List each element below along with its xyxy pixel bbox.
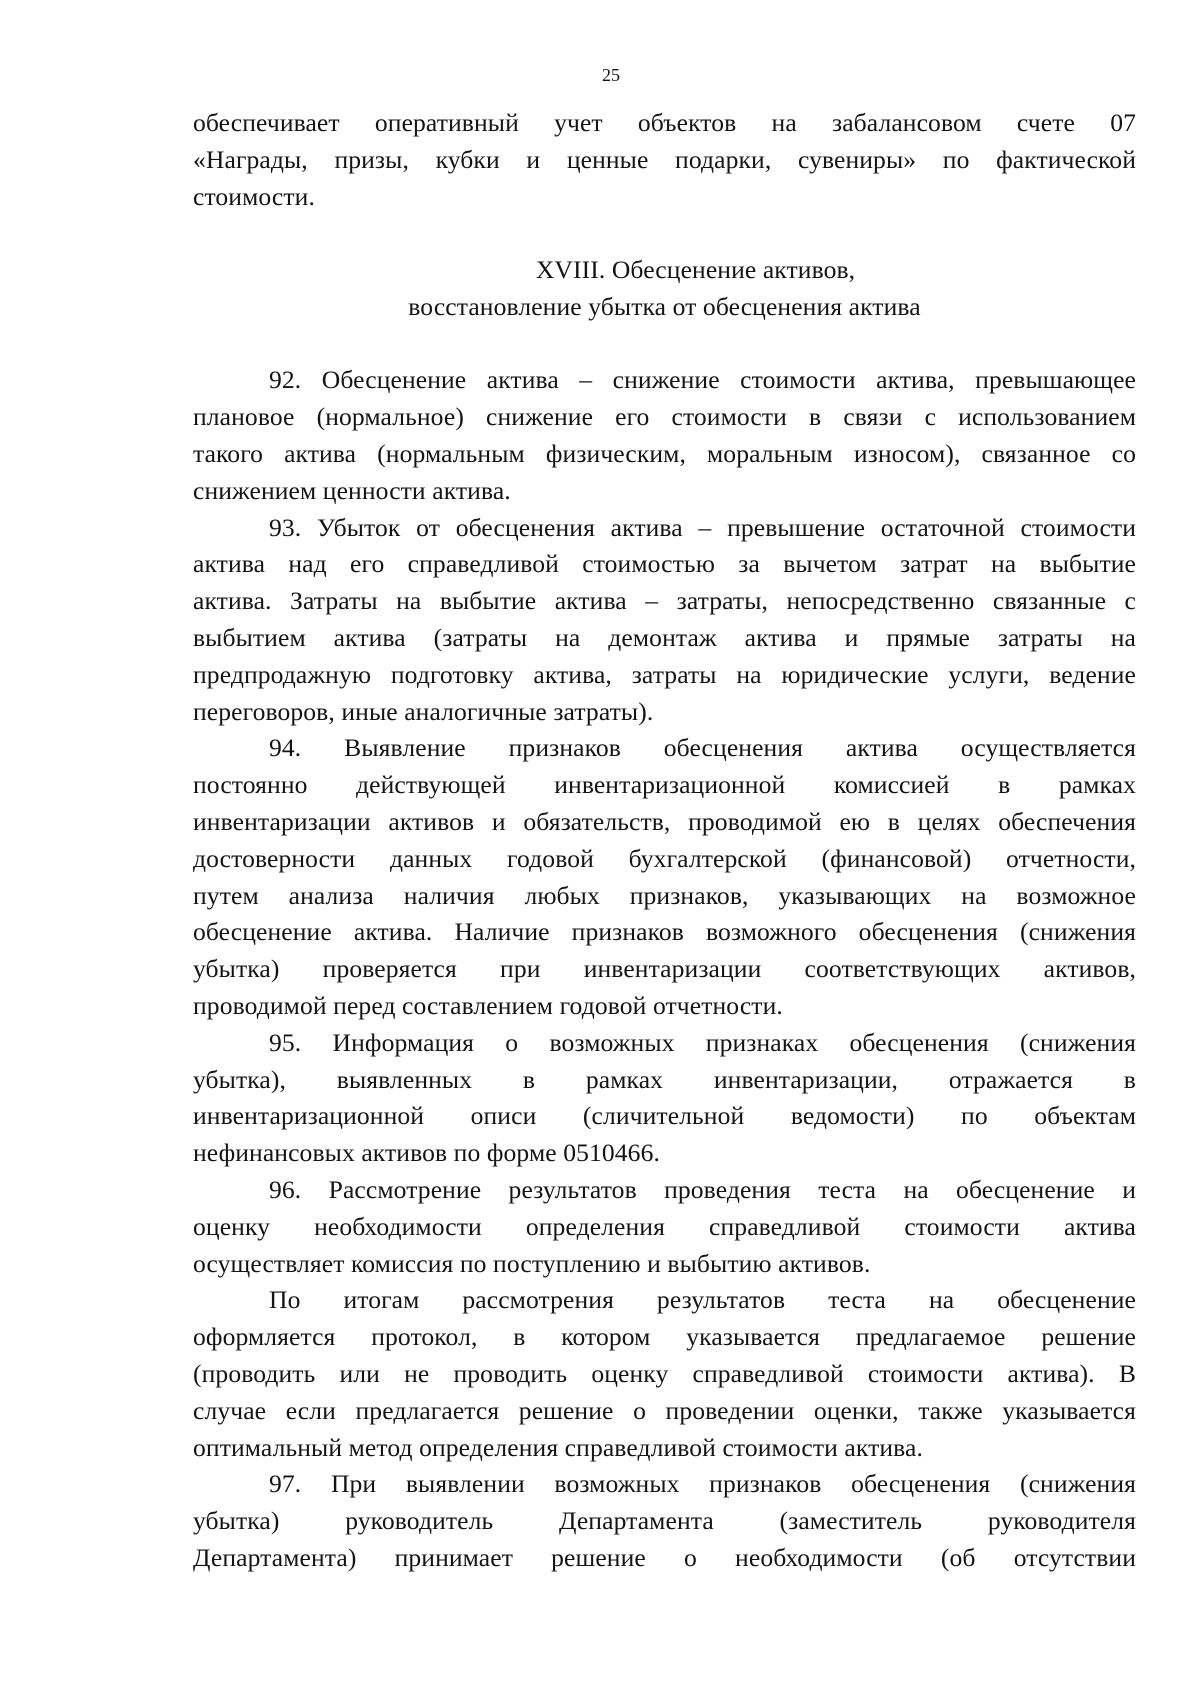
text-line: нефинансовых активов по форме 0510466.: [193, 1138, 660, 1168]
paragraph-96-continuation: [193, 1282, 1136, 1466]
document-body: [193, 105, 1136, 1577]
text-line: постоянно действующей инвентаризационной комиссией в рамках: [193, 770, 1136, 800]
text-line: 96. Рассмотрение результатов проведения теста на обесценение и: [269, 1174, 1136, 1204]
text-line: стоимости.: [193, 181, 315, 211]
section-subtitle: восстановление убытка от обесценения актива: [408, 291, 921, 321]
text-line: выбытием актива (затраты на демонтаж актива и прямые затраты на: [193, 622, 1136, 652]
text-line: путем анализа наличия любых признаков, указывающих на возможное: [193, 880, 1136, 910]
paragraph-92: [193, 362, 1136, 509]
text-line: убытка), выявленных в рамках инвентаризации, отражается в: [193, 1064, 1136, 1094]
section-title: XVIII. Обесценение активов,: [535, 255, 856, 285]
paragraph-95: [193, 1025, 1136, 1172]
paragraph-96: [193, 1172, 1136, 1282]
text-line: оптимальный метод определения справедливой стоимости актива.: [193, 1432, 923, 1462]
text-line: предпродажную подготовку актива, затраты на юридические услуги, ведение: [193, 659, 1136, 689]
intro-paragraph: [193, 105, 1136, 215]
text-line: оценку необходимости определения справедливой стоимости актива: [193, 1211, 1136, 1241]
text-line: 92. Обесценение актива – снижение стоимости актива, превышающее: [269, 365, 1136, 395]
text-line: актива. Затраты на выбытие актива – затраты, непосредственно связанные с: [193, 586, 1136, 616]
text-line: 95. Информация о возможных признаках обесценения (снижения: [269, 1027, 1136, 1057]
text-line: Департамента) принимает решение о необходимости (об отсутствии: [193, 1542, 1136, 1572]
text-line: обесценение актива. Наличие признаков возможного обесценения (снижения: [193, 917, 1136, 947]
text-line: снижением ценности актива.: [193, 475, 511, 505]
text-line: оформляется протокол, в котором указывается предлагаемое решение: [193, 1322, 1136, 1352]
text-line: убытка) проверяется при инвентаризации соответствующих активов,: [193, 954, 1136, 984]
text-line: 97. При выявлении возможных признаков обесценения (снижения: [269, 1469, 1136, 1499]
text-line: плановое (нормальное) снижение его стоимости в связи с использованием: [193, 402, 1136, 432]
text-line: 93. Убыток от обесценения актива – превышение остаточной стоимости: [269, 512, 1136, 542]
text-line: «Награды, призы, кубки и ценные подарки, сувениры» по фактической: [193, 144, 1136, 174]
text-line: (проводить или не проводить оценку справедливой стоимости актива). В: [193, 1358, 1136, 1388]
text-line: обеспечивает оперативный учет объектов на забалансовом счете 07: [193, 108, 1136, 137]
text-line: инвентаризационной описи (сличительной ведомости) по объектам: [193, 1101, 1136, 1131]
paragraph-97: [193, 1466, 1136, 1576]
page-number: 25: [602, 65, 620, 85]
text-line: актива над его справедливой стоимостью за вычетом затрат на выбытие: [193, 549, 1136, 579]
paragraph-94: [193, 730, 1136, 1024]
text-line: осуществляет комиссия по поступлению и выбытию активов.: [193, 1248, 871, 1278]
text-line: переговоров, иные аналогичные затраты).: [193, 696, 654, 726]
text-line: 94. Выявление признаков обесценения актива осуществляется: [269, 733, 1136, 763]
text-line: инвентаризации активов и обязательств, проводимой ею в целях обеспечения: [193, 806, 1136, 836]
text-line: такого актива (нормальным физическим, моральным износом), связанное со: [193, 438, 1136, 468]
text-line: убытка) руководитель Департамента (заместитель руководителя: [193, 1506, 1136, 1536]
paragraph-93: [193, 510, 1136, 731]
text-line: По итогам рассмотрения результатов теста на обесценение: [269, 1285, 1136, 1315]
text-line: достоверности данных годовой бухгалтерской (финансовой) отчетности,: [193, 843, 1136, 873]
section-heading: [193, 252, 1136, 325]
text-line: случае если предлагается решение о проведении оценки, также указывается: [193, 1395, 1136, 1425]
text-line: проводимой перед составлением годовой отчетности.: [193, 990, 783, 1020]
